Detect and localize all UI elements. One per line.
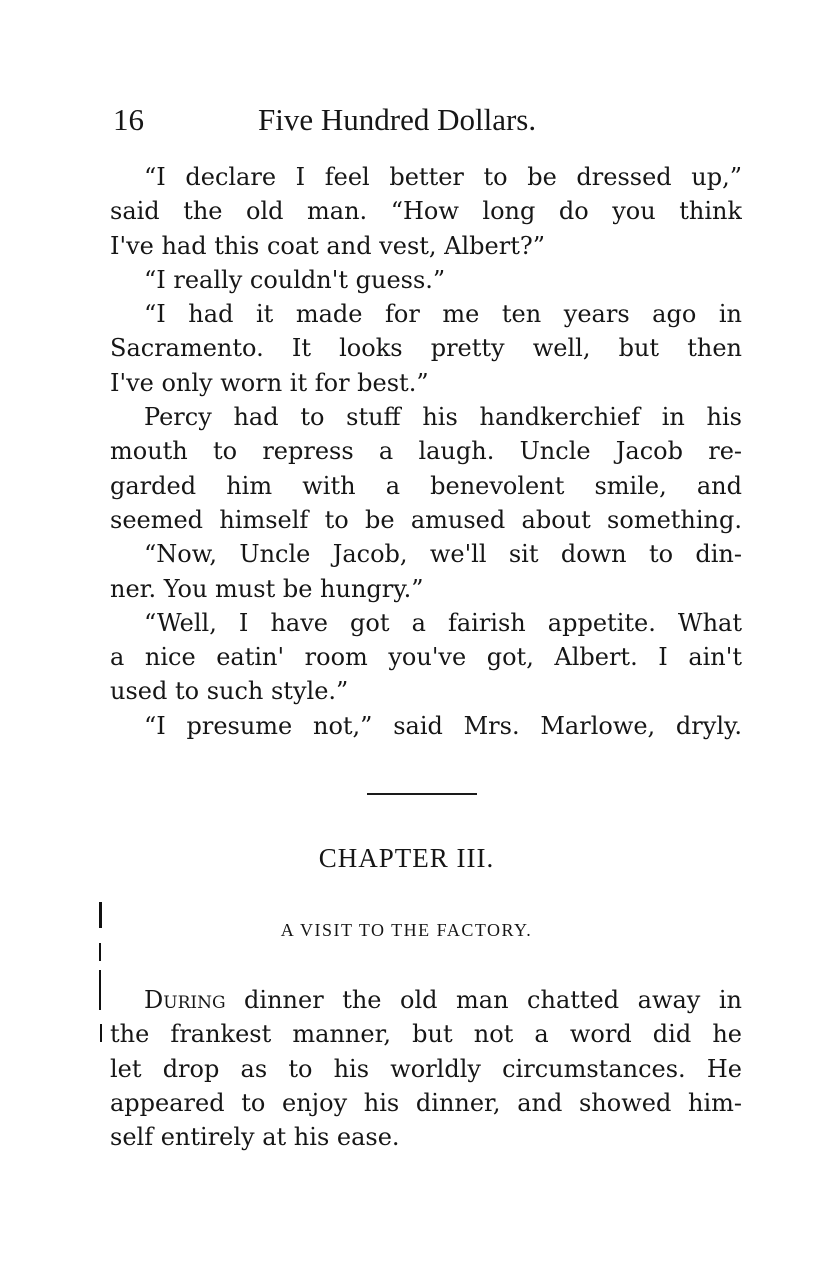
text-line: let drop as to his worldly circumstances. He bbox=[110, 1054, 742, 1083]
text-line: “I really couldn't guess.” bbox=[144, 265, 446, 294]
margin-mark bbox=[99, 970, 101, 1010]
chapter-heading: CHAPTER III. bbox=[318, 843, 495, 873]
text-line: I've only worn it for best.” bbox=[110, 368, 429, 397]
running-header bbox=[113, 102, 753, 142]
text-line: I've had this coat and vest, Albert?” bbox=[110, 231, 545, 260]
text-line: Sacramento. It looks pretty well, but then bbox=[110, 334, 742, 363]
text-line: mouth to repress a laugh. Uncle Jacob re- bbox=[110, 437, 742, 466]
text-line: self entirely at his ease. bbox=[110, 1123, 400, 1152]
text-line bbox=[110, 983, 742, 1017]
text-line: used to such style.” bbox=[110, 677, 349, 706]
text-line: said the old man. “How long do you think bbox=[110, 197, 742, 226]
running-title: Five Hundred Dollars. bbox=[258, 102, 537, 137]
text-line: “I had it made for me ten years ago in bbox=[144, 300, 742, 329]
dialogue-text bbox=[110, 160, 742, 743]
drop-word: During bbox=[144, 986, 226, 1014]
margin-mark bbox=[100, 1024, 102, 1042]
chapter-body bbox=[110, 983, 742, 1154]
margin-mark bbox=[99, 943, 101, 961]
text-line: “I presume not,” said Mrs. Marlowe, dryly. bbox=[144, 711, 742, 740]
text-line: the frankest manner, but not a word did he bbox=[110, 1020, 742, 1049]
page-number: 16 bbox=[113, 102, 144, 137]
text-fragment: dinner the old man chatted away in bbox=[225, 986, 742, 1014]
text-line: seemed himself to be amused about something. bbox=[110, 505, 742, 534]
margin-mark bbox=[99, 902, 102, 928]
text-line: a nice eatin' room you've got, Albert. I ain't bbox=[110, 643, 742, 672]
text-line: garded him with a benevolent smile, and bbox=[110, 471, 742, 500]
text-line: ner. You must be hungry.” bbox=[110, 574, 424, 603]
text-line: “Well, I have got a fairish appetite. What bbox=[144, 608, 742, 637]
text-line: appeared to enjoy his dinner, and showed him- bbox=[110, 1088, 742, 1117]
text-line: “Now, Uncle Jacob, we'll sit down to din- bbox=[144, 540, 742, 569]
text-line: “I declare I feel better to be dressed up,” bbox=[144, 163, 742, 191]
chapter-title: A VISIT TO THE FACTORY. bbox=[280, 920, 533, 940]
text-line: Percy had to stuff his handkerchief in his bbox=[144, 403, 742, 432]
section-divider bbox=[367, 793, 477, 795]
